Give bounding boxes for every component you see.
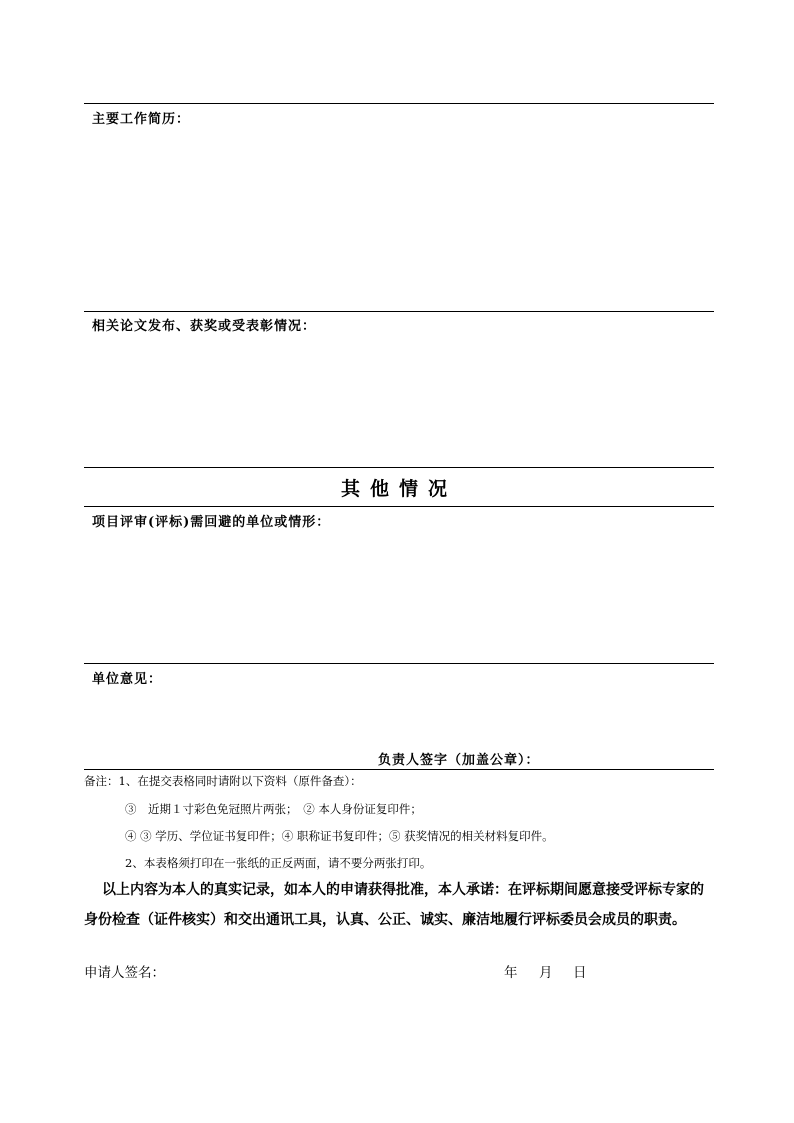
divider-notes xyxy=(84,769,714,770)
divider-unit xyxy=(84,663,714,664)
avoidance-label: 项目评审(评标)需回避的单位或情形： xyxy=(92,515,331,530)
date-month-label: 月 xyxy=(539,965,553,981)
note-line-2: ③ 近期１寸彩色免冠照片两张； ② 本人身份证复印件； xyxy=(125,802,422,816)
divider-other-bottom xyxy=(84,506,714,507)
applicant-signature-label: 申请人签名： xyxy=(84,965,165,981)
pledge-line-1: 以上内容为本人的真实记录，如本人的申请获得批准，本人承诺：在评标期间愿意接受评标专家的 xyxy=(102,882,704,898)
unit-opinion-label: 单位意见： xyxy=(92,672,163,687)
note-line-3: ④ ③ 学历、学位证书复印件；④ 职称证书复印件；⑤ 获奖情况的相关材料复印件。 xyxy=(125,829,554,843)
section-title-other: 其他情况 xyxy=(340,478,457,500)
work-history-label: 主要工作简历： xyxy=(92,112,191,127)
pledge-paragraph xyxy=(84,875,714,935)
date-year-label: 年 xyxy=(504,965,518,981)
leader-signature-label: 负责人签字（加盖公章）： xyxy=(378,753,540,768)
divider-other-top xyxy=(84,467,714,468)
divider-top xyxy=(84,103,714,104)
note-line-4: 2、本表格须打印在一张纸的正反两面，请不要分两张打印。 xyxy=(125,856,432,870)
date-day-label: 日 xyxy=(573,965,587,981)
papers-awards-label: 相关论文发布、获奖或受表彰情况： xyxy=(92,319,317,334)
divider-papers xyxy=(84,311,714,312)
pledge-line-2: 身份检查（证件核实）和交出通讯工具，认真、公正、诚实、廉洁地履行评标委员会成员的职责。 xyxy=(84,912,686,928)
note-line-1: 备注：1、在提交表格同时请附以下资料（原件备查）： xyxy=(84,774,362,788)
